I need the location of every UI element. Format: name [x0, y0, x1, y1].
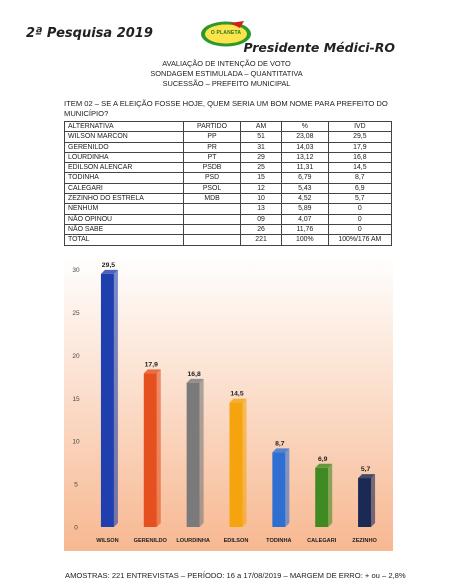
cell-ivd: 17,9 [328, 142, 391, 152]
table-row [65, 214, 392, 224]
cell-am: 10 [241, 194, 282, 204]
cell-partido: PT [183, 152, 240, 162]
cell-alternativa: ALTERNATIVA [65, 122, 184, 132]
cell-am: 51 [241, 132, 282, 142]
cell-partido: PSOL [183, 183, 240, 193]
table-header-row [65, 122, 392, 132]
data-label: 5,7 [360, 466, 371, 474]
cell-percent: 4,52 [281, 194, 328, 204]
subtitle-line: SONDAGEM ESTIMULADA – QUANTITATIVA [150, 69, 303, 78]
cell-partido [183, 235, 240, 245]
cell-ivd: 0 [328, 214, 391, 224]
cell-partido: PSDB [183, 163, 240, 173]
table-row [65, 224, 392, 234]
category-label: GERENILDO [133, 538, 167, 544]
cell-ivd: 5,7 [328, 194, 391, 204]
data-label: 14,5 [230, 390, 244, 398]
cell-ivd: 16,8 [328, 152, 391, 162]
subtitles [0, 59, 453, 89]
cell-am: 15 [241, 173, 282, 183]
cell-percent: 6,79 [281, 173, 328, 183]
cell-percent: 23,08 [281, 132, 328, 142]
table-row [65, 163, 392, 173]
cell-percent: 11,31 [281, 163, 328, 173]
cell-am: AM [241, 122, 282, 132]
bar [230, 403, 243, 527]
bar-side [114, 270, 118, 527]
cell-percent: 5,89 [281, 204, 328, 214]
cell-am: 12 [241, 183, 282, 193]
cell-percent: 13,12 [281, 152, 328, 162]
cell-alternativa: LOURDINHA [65, 152, 184, 162]
cell-am: 29 [241, 152, 282, 162]
y-tick-label: 5 [74, 481, 78, 489]
cell-percent: 100% [281, 235, 328, 245]
data-label: 8,7 [275, 440, 285, 448]
cell-percent: % [281, 122, 328, 132]
category-label: TODINHA [266, 538, 292, 544]
logo-text: O PLANETA [210, 30, 242, 36]
cell-ivd: 14,5 [328, 163, 391, 173]
cell-alternativa: NÃO SABE [65, 224, 184, 234]
cell-alternativa: TOTAL [65, 235, 184, 245]
category-label: WILSON [96, 538, 119, 544]
table-row [65, 152, 392, 162]
data-label: 6,9 [317, 455, 328, 463]
cell-ivd: 6,9 [328, 183, 391, 193]
bar [101, 274, 114, 527]
cell-alternativa: NENHUM [65, 204, 184, 214]
data-label: 29,5 [101, 261, 116, 269]
category-label: ZEZINHO [352, 538, 377, 544]
bar-side [328, 464, 332, 527]
cell-alternativa: NÃO OPINOU [65, 214, 184, 224]
cell-alternativa: GERENILDO [65, 142, 184, 152]
bar-side [371, 474, 375, 527]
cell-partido: PR [183, 142, 240, 152]
cell-ivd: IVD [328, 122, 391, 132]
cell-am: 13 [241, 204, 282, 214]
cell-alternativa: EDILSON ALENCAR [65, 163, 184, 173]
bar [315, 468, 328, 527]
data-label: 16,8 [187, 370, 201, 378]
y-tick-label: 30 [72, 267, 80, 275]
city-title: Presidente Médici-RO [243, 40, 395, 55]
cell-alternativa: WILSON MARCON [65, 132, 184, 142]
y-tick-label: 15 [72, 395, 80, 403]
footer-note: AMOSTRAS: 221 ENTREVISTAS – PERÍODO: 16 a 17/08/2019 – MARGEM DE ERRO: + ou – 2,8% [65, 571, 406, 580]
category-label: CALEGARI [307, 538, 337, 544]
category-label: EDILSON [223, 538, 249, 544]
category-label: LOURDINHA [176, 538, 210, 544]
cell-percent: 4,07 [281, 214, 328, 224]
bar [272, 452, 285, 527]
bar-chart [64, 255, 393, 551]
bar-side [243, 399, 247, 527]
survey-title: 2ª Pesquisa 2019 [26, 26, 153, 41]
data-label: 17,9 [144, 361, 158, 369]
cell-am: 09 [241, 214, 282, 224]
cell-alternativa: CALEGARI [65, 183, 184, 193]
subtitle-line: AVALIAÇÃO DE INTENÇÃO DE VOTO [162, 59, 291, 68]
y-tick-label: 25 [72, 309, 80, 317]
table-row [65, 173, 392, 183]
cell-partido: MDB [183, 194, 240, 204]
table-row [65, 194, 392, 204]
bar [144, 373, 157, 527]
cell-percent: 11,76 [281, 224, 328, 234]
cell-ivd: 0 [328, 204, 391, 214]
cell-partido: PARTIDO [183, 122, 240, 132]
cell-percent: 5,43 [281, 183, 328, 193]
table-row [65, 204, 392, 214]
cell-alternativa: TODINHA [65, 173, 184, 183]
cell-am: 221 [241, 235, 282, 245]
y-tick-label: 0 [74, 524, 78, 532]
bar-side [285, 448, 289, 527]
cell-ivd: 29,5 [328, 132, 391, 142]
y-tick-label: 10 [72, 438, 80, 446]
table-row [65, 183, 392, 193]
cell-ivd: 0 [328, 224, 391, 234]
cell-alternativa: ZEZINHO DO ESTRELA [65, 194, 184, 204]
subtitle-line: SUCESSÃO – PREFEITO MUNICIPAL [162, 79, 291, 88]
cell-partido [183, 214, 240, 224]
cell-partido [183, 224, 240, 234]
bar-side [200, 379, 204, 527]
cell-percent: 14,03 [281, 142, 328, 152]
table-row [65, 235, 392, 245]
table-row [65, 132, 392, 142]
question-text: ITEM 02 – SE A ELEIÇÃO FOSSE HOJE, QUEM SERIA UM BOM NOME PARA PREFEITO DO MUNICÍPIO? [64, 99, 388, 118]
results-table [64, 121, 392, 246]
y-tick-label: 20 [72, 352, 80, 360]
cell-ivd: 100%/176 AM [328, 235, 391, 245]
cell-am: 26 [241, 224, 282, 234]
bar [187, 383, 200, 527]
bar-side [157, 369, 161, 527]
cell-am: 31 [241, 142, 282, 152]
cell-partido: PP [183, 132, 240, 142]
bar [358, 478, 371, 527]
cell-partido [183, 204, 240, 214]
cell-am: 25 [241, 163, 282, 173]
table-row [65, 142, 392, 152]
cell-partido: PSD [183, 173, 240, 183]
cell-ivd: 8,7 [328, 173, 391, 183]
bar-chart-svg [64, 255, 393, 551]
